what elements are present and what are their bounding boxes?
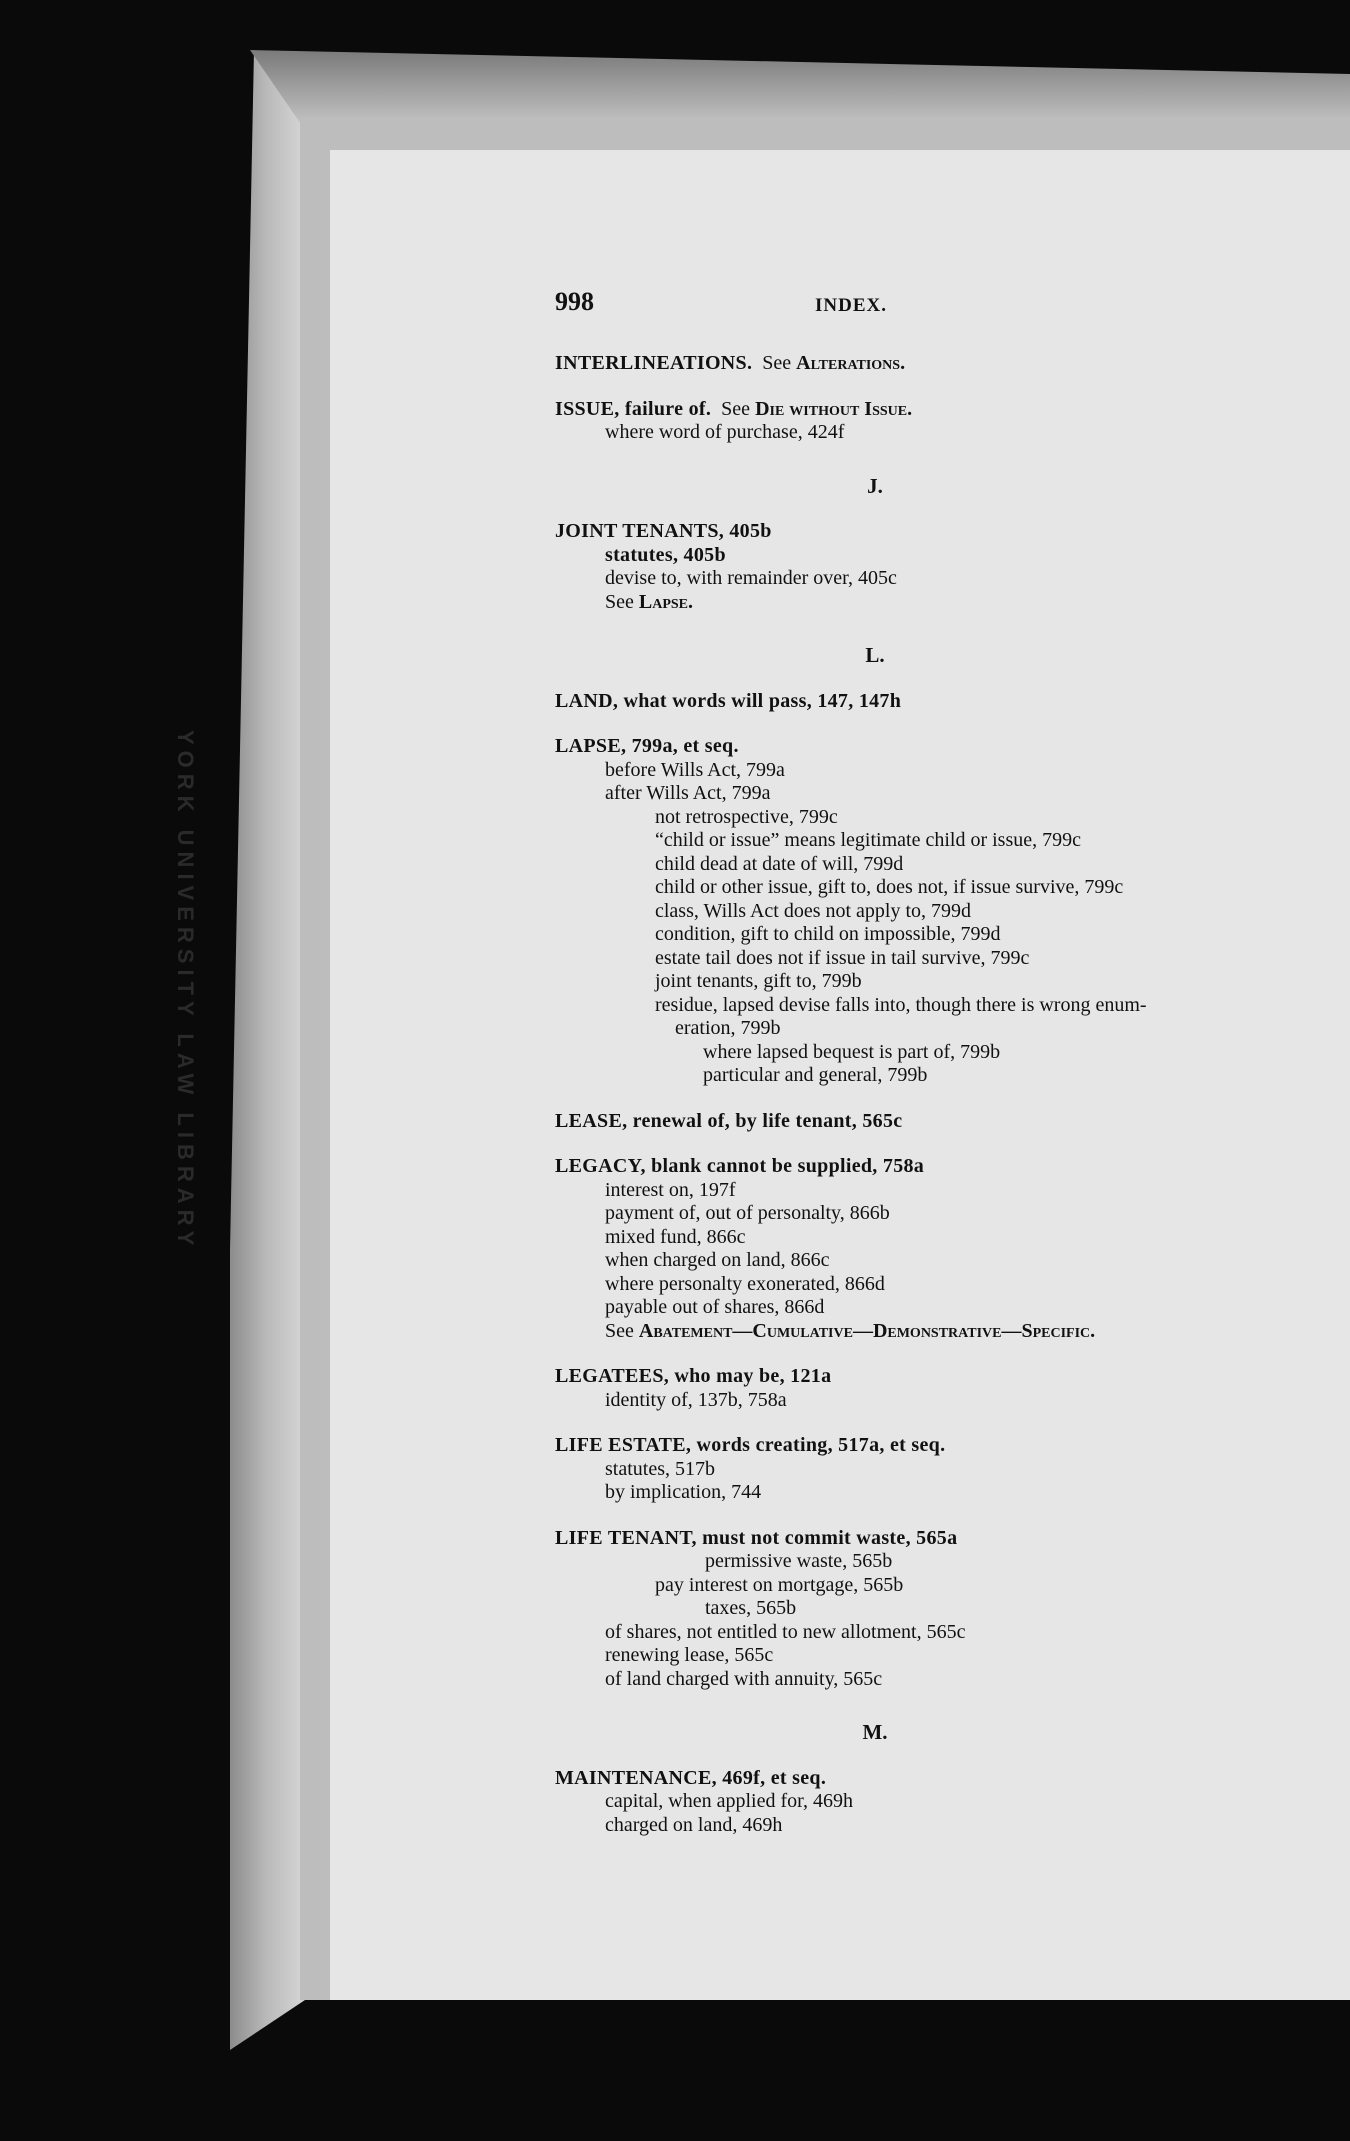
sub-entry: permissive waste, 565b	[705, 1550, 893, 1572]
sub-entry: pay interest on mortgage, 565b	[655, 1573, 904, 1596]
entry-head: LAPSE, 799a, et seq.	[555, 735, 739, 757]
entry-legacy	[555, 1155, 1350, 1343]
entry-head: LEGACY, blank cannot be supplied, 758a	[555, 1155, 925, 1177]
sub-entry: identity of, 137b, 758a	[605, 1388, 787, 1411]
sub-entry: child dead at date of will, 799d	[655, 852, 904, 875]
page-title: INDEX.	[815, 295, 887, 316]
entry-head: MAINTENANCE, 469f, et seq.	[555, 1766, 827, 1789]
sub-entry: where word of purchase, 424f	[605, 421, 845, 443]
sub-entry: where lapsed bequest is part of, 799b	[703, 1040, 1001, 1063]
cross-ref: Lapse.	[638, 590, 694, 613]
sub-entry: class, Wills Act does not apply to, 799d	[655, 899, 972, 922]
entry-joint-tenants	[555, 520, 1350, 614]
sub-entry: where personalty exonerated, 866d	[605, 1272, 885, 1295]
see-label: See	[605, 590, 634, 613]
index-content	[555, 287, 1350, 1837]
sub-entry: residue, lapsed devise falls into, though there is wrong enum-	[655, 993, 1147, 1016]
entry-issue	[555, 398, 1350, 445]
sub-entry: renewing lease, 565c	[605, 1644, 774, 1666]
sub-entry: child or other issue, gift to, does not, if issue survive, 799c	[655, 876, 1124, 898]
entry-land	[555, 690, 1350, 714]
section-letter-j: J.	[867, 473, 883, 498]
spine-library-stamp: YORK UNIVERSITY LAW LIBRARY	[173, 730, 198, 1252]
sub-entry: by implication, 744	[605, 1481, 762, 1503]
entry-interlineations	[555, 352, 1350, 376]
see-label: See	[762, 352, 792, 374]
see-label: See	[605, 1319, 634, 1342]
sub-entry: particular and general, 799b	[703, 1064, 928, 1086]
sub-entry: when charged on land, 866c	[605, 1249, 830, 1271]
sub-entry: payment of, out of personalty, 866b	[605, 1202, 890, 1224]
sub-entry: estate tail does not if issue in tail survive, 799c	[655, 946, 1030, 969]
entry-life-estate	[555, 1434, 1350, 1505]
sub-entry: statutes, 405b	[605, 543, 726, 566]
sub-entry: payable out of shares, 866d	[605, 1296, 825, 1318]
section-letter-l: L.	[865, 643, 885, 667]
sub-entry: “child or issue” means legitimate child or issue, 799c	[655, 829, 1081, 851]
section-letter-m: M.	[862, 1720, 888, 1744]
entry-maintenance	[555, 1767, 1350, 1838]
page-number: 998	[555, 287, 594, 316]
sub-entry: statutes, 517b	[605, 1457, 715, 1480]
entry-lapse	[555, 735, 1350, 1088]
sub-entry: joint tenants, gift to, 799b	[655, 970, 862, 992]
entry-head: ISSUE, failure of.	[555, 397, 712, 420]
sub-entry: interest on, 197f	[605, 1178, 736, 1201]
sub-entry: of land charged with annuity, 565c	[605, 1667, 883, 1690]
sub-entry: mixed fund, 866c	[605, 1225, 746, 1248]
cross-ref: Abatement—Cumulative—Demonstrative—Specific.	[638, 1319, 1096, 1342]
entry-head: LEASE, renewal of, by life tenant, 565c	[555, 1109, 903, 1132]
cross-ref: Die without Issue.	[755, 397, 913, 420]
sub-entry: of shares, not entitled to new allotment, 565c	[605, 1620, 966, 1643]
sub-entry: not retrospective, 799c	[655, 805, 838, 828]
entry-head: LEGATEES, who may be, 121a	[555, 1365, 832, 1387]
page-header	[555, 287, 1350, 330]
sub-entry: before Wills Act, 799a	[605, 758, 785, 781]
sub-entry: capital, when applied for, 469h	[605, 1790, 854, 1812]
entry-head: INTERLINEATIONS.	[555, 352, 753, 374]
entry-head: LAND, what words will pass, 147, 147h	[555, 689, 902, 712]
sub-entry: taxes, 565b	[705, 1597, 797, 1619]
entry-head: JOINT TENANTS, 405b	[555, 520, 772, 542]
sub-entry: after Wills Act, 799a	[605, 782, 771, 804]
entry-legatees	[555, 1365, 1350, 1412]
entry-lease	[555, 1110, 1350, 1134]
sub-entry: charged on land, 469h	[605, 1813, 783, 1836]
entry-head: LIFE TENANT, must not commit waste, 565a	[555, 1526, 958, 1549]
sub-entry: condition, gift to child on impossible, 799d	[655, 923, 1001, 945]
book-top-edge	[250, 50, 1350, 130]
see-label: See	[721, 397, 751, 420]
entry-head: LIFE ESTATE, words creating, 517a, et seq.	[555, 1434, 946, 1456]
entry-life-tenant	[555, 1527, 1350, 1692]
sub-entry-continuation: eration, 799b	[675, 1017, 781, 1039]
cross-ref: Alterations.	[796, 352, 906, 374]
sub-entry: devise to, with remainder over, 405c	[605, 567, 897, 589]
